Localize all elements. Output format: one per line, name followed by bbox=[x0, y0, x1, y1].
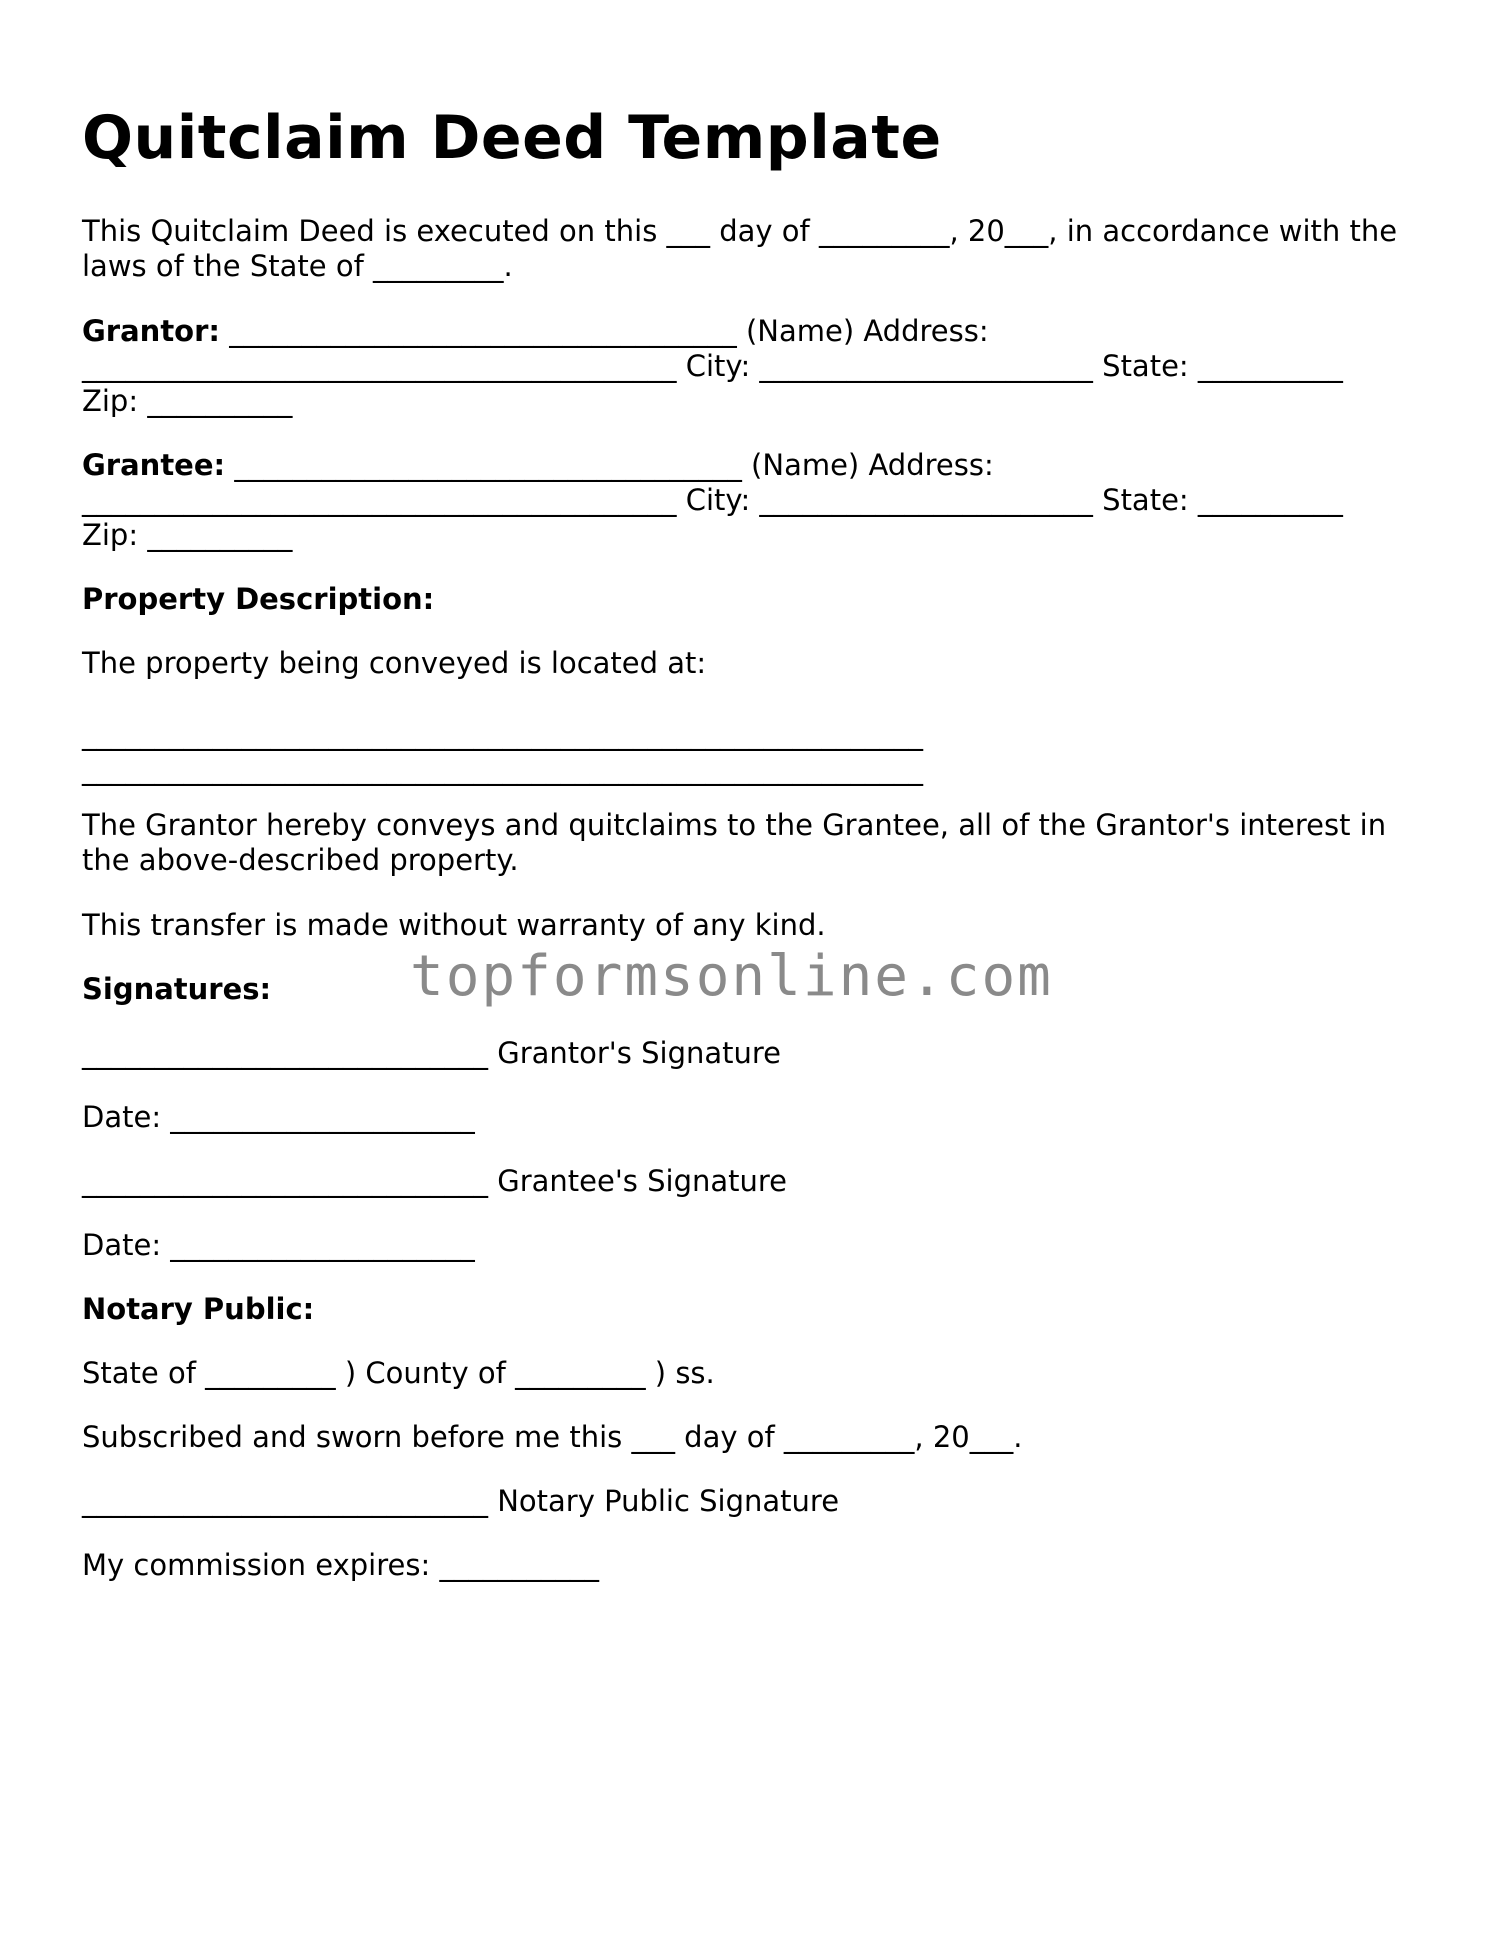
signatures-heading-text: Signatures: bbox=[82, 972, 272, 1006]
grantor-label: Grantor: bbox=[82, 314, 221, 348]
property-heading-text: Property Description: bbox=[82, 582, 435, 616]
grantor-name-line bbox=[82, 314, 989, 349]
notary-state-county-line: State of _________ ) County of _________ ) ss. bbox=[82, 1356, 715, 1390]
property-blank-line-1: __________________________________________________________ bbox=[82, 717, 923, 751]
intro-paragraph: This Quitclaim Deed is executed on this ___ day of _________, 20___, in accordance with the laws of the State of _________. bbox=[82, 214, 1398, 283]
grantee-zip-line: Zip: __________ bbox=[82, 518, 293, 552]
notary-subscribed-line: Subscribed and sworn before me this ___ day of _________, 20___. bbox=[82, 1420, 1023, 1454]
grantor-address-line: _________________________________________ City: _______________________ State: __________ bbox=[82, 349, 1343, 383]
notary-heading bbox=[82, 1292, 314, 1327]
grantor-date-line: Date: _____________________ bbox=[82, 1100, 475, 1134]
grantee-label: Grantee: bbox=[82, 448, 226, 482]
notary-signature-line: ____________________________ Notary Public Signature bbox=[82, 1484, 840, 1518]
property-blank-line-2: __________________________________________________________ bbox=[82, 752, 923, 786]
conveyance-paragraph: The Grantor hereby conveys and quitclaims to the Grantee, all of the Grantor's interest in the above-described property. bbox=[82, 808, 1387, 877]
grantee-date-line: Date: _____________________ bbox=[82, 1228, 475, 1262]
grantor-zip-line: Zip: __________ bbox=[82, 384, 293, 418]
watermark-text: topformsonline.com bbox=[410, 944, 1053, 1009]
grantee-name-blank: ___________________________________ (Name) Address: bbox=[225, 448, 994, 482]
notary-commission-line: My commission expires: ___________ bbox=[82, 1548, 599, 1582]
property-located-text: The property being conveyed is located at: bbox=[82, 646, 707, 680]
property-heading bbox=[82, 582, 434, 617]
signatures-heading bbox=[82, 972, 271, 1007]
warranty-text: This transfer is made without warranty of any kind. bbox=[82, 908, 826, 942]
grantor-signature-line: ____________________________ Grantor's Signature bbox=[82, 1036, 782, 1070]
grantee-address-line: _________________________________________ City: _______________________ State: __________ bbox=[82, 483, 1343, 517]
grantee-name-line bbox=[82, 448, 994, 483]
notary-heading-text: Notary Public: bbox=[82, 1292, 315, 1326]
grantee-signature-line: ____________________________ Grantee's Signature bbox=[82, 1164, 788, 1198]
grantor-name-blank: ___________________________________ (Name) Address: bbox=[220, 314, 989, 348]
document-title: Quitclaim Deed Template bbox=[82, 103, 942, 173]
